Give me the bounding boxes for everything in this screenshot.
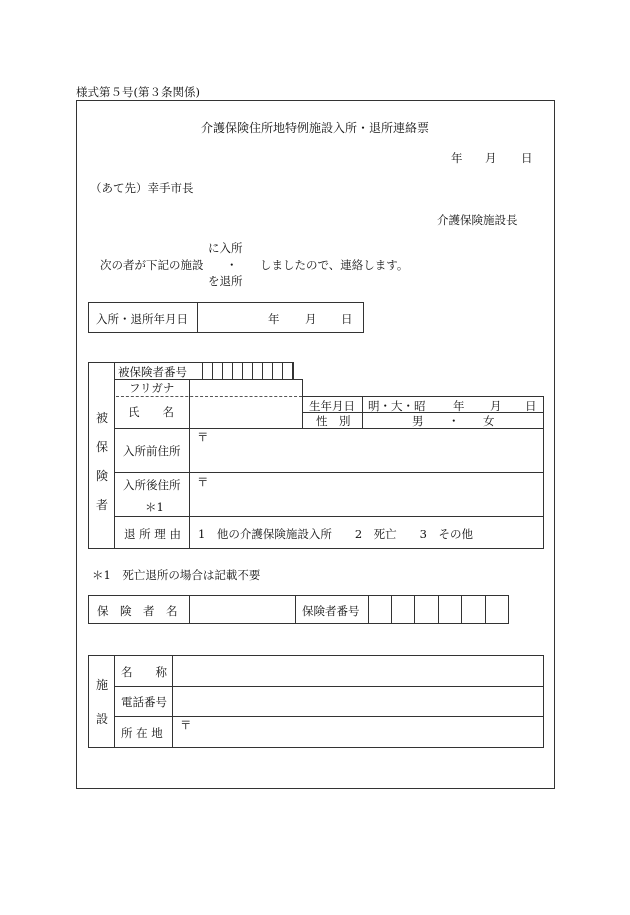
sex-male: 男 — [412, 414, 424, 428]
insured-number-cell — [253, 362, 263, 380]
notice-dot: ・ — [226, 258, 238, 272]
prev-address-postal-icon: 〒 — [197, 430, 209, 444]
birth-year: 年 — [453, 399, 465, 413]
birth-eras: 明・大・昭 — [368, 399, 426, 413]
insured-number-label: 被保険者番号 — [118, 365, 187, 379]
insurer-number-label: 保険者番号 — [302, 604, 360, 618]
furigana-label: フリガナ — [129, 381, 175, 395]
insurer-number-cell — [462, 595, 486, 624]
insured-vertical-2: 保 — [95, 440, 108, 454]
insured-number-cell — [213, 362, 223, 380]
facility-postal-icon: 〒 — [180, 718, 192, 732]
sex-label: 性 別 — [316, 414, 351, 428]
insured-number-cell — [283, 362, 293, 380]
insurer-number-cell — [415, 595, 439, 624]
insurer-number-cell — [368, 595, 392, 624]
notice-admit: に入所 — [208, 241, 243, 255]
next-address-note: ＊1 — [145, 500, 164, 514]
insured-vertical-3: 険 — [95, 469, 108, 483]
birth-day: 日 — [525, 399, 537, 413]
admission-date-label: 入所・退所年月日 — [96, 312, 188, 326]
insured-number-cell — [233, 362, 243, 380]
insurer-number-cell — [486, 595, 510, 624]
insured-number-cell — [263, 362, 273, 380]
insured-number-cell — [273, 362, 283, 380]
date-day: 日 — [521, 151, 533, 165]
facility-vertical-1: 施 — [95, 678, 108, 692]
insured-vertical-1: 被 — [95, 411, 108, 425]
facility-address-label: 所 在 地 — [121, 726, 163, 740]
facility-name-label: 名 称 — [121, 665, 167, 679]
insured-number-cell — [243, 362, 253, 380]
facility-phone-label: 電話番号 — [121, 695, 167, 709]
insured-number-cell — [193, 362, 203, 380]
insured-vertical-4: 者 — [95, 498, 108, 512]
prev-address-label: 入所前住所 — [123, 444, 181, 458]
birth-label: 生年月日 — [309, 399, 355, 413]
facility-vertical-2: 設 — [95, 712, 108, 726]
next-address-label: 入所後住所 — [123, 478, 181, 492]
name-label: 氏 名 — [128, 405, 174, 419]
notice-prefix: 次の者が下記の施設 — [100, 258, 204, 272]
addressee: （あて先）幸手市長 — [90, 181, 194, 195]
admission-date-day: 日 — [341, 312, 353, 326]
notice-discharge: を退所 — [208, 274, 243, 288]
date-year: 年 — [451, 151, 463, 165]
sender: 介護保険施設長 — [437, 213, 518, 227]
birth-month: 月 — [490, 399, 502, 413]
insurer-name-label: 保 険 者 名 — [97, 604, 178, 618]
admission-date-month: 月 — [305, 312, 317, 326]
notice-suffix: しましたので、連絡します。 — [260, 258, 409, 272]
form-title: 介護保険住所地特例施設入所・退所連絡票 — [200, 121, 429, 135]
insurer-number-cell — [392, 595, 416, 624]
admission-date-year: 年 — [268, 312, 280, 326]
insurer-number-cell — [439, 595, 463, 624]
reason-options: 1 他の介護保険施設入所 2 死亡 3 その他 — [198, 527, 473, 541]
insured-number-cell — [203, 362, 213, 380]
reason-label: 退 所 理 由 — [124, 527, 181, 541]
sex-dot: ・ — [448, 414, 460, 428]
form-number: 様式第５号(第３条関係) — [76, 85, 200, 99]
footnote: ＊1 死亡退所の場合は記載不要 — [92, 568, 261, 582]
insured-number-cell — [223, 362, 233, 380]
sex-female: 女 — [483, 414, 495, 428]
date-month: 月 — [485, 151, 497, 165]
next-address-postal-icon: 〒 — [197, 475, 209, 489]
